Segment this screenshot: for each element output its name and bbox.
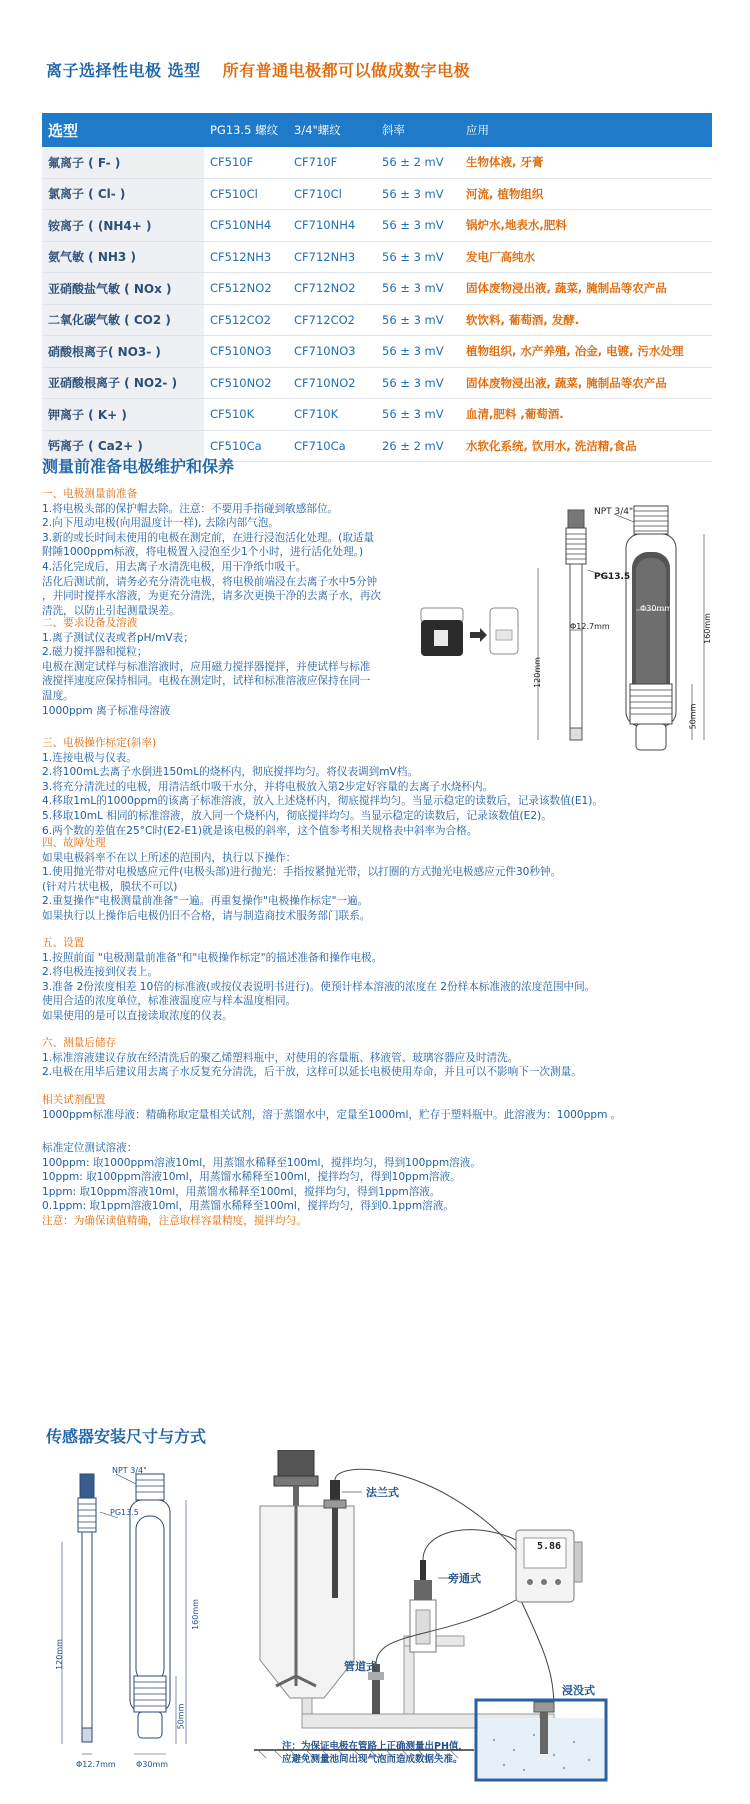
install-d1-label: Φ12.7mm: [76, 1760, 116, 1769]
arrow-right-icon: [470, 628, 487, 642]
table-row: [42, 273, 712, 305]
cap-removal-illustration: [420, 606, 520, 660]
cell-application: 固体废物浸出液, 蔬菜, 腌制品等农产品: [460, 367, 712, 399]
cell-npt: CF712NO2: [288, 273, 376, 305]
table-row: [42, 147, 712, 178]
section-calibration-line: 3.将充分清洗过的电极，用清洁纸巾吸干水分，并将电极放入第2步定好容量的去离子水烧杯内。: [42, 780, 494, 793]
cell-slope: 56 ± 2 mV: [376, 147, 460, 178]
cell-npt: CF710Cl: [288, 178, 376, 210]
cell-slope: 56 ± 3 mV: [376, 336, 460, 368]
section-equipment-line: 液搅拌速度应保持相同。电极在测定时，试样和标准溶液应保持在同一: [42, 675, 371, 688]
section-reagent-line: 1000ppm标准母液：精确称取定量相关试剂，溶于蒸馏水中，定量至1000ml，贮存于塑料瓶中。此溶液为：1000ppm 。: [42, 1108, 622, 1121]
section-reagent: [42, 1093, 621, 1122]
cell-slope: 56 ± 3 mV: [376, 273, 460, 305]
cell-npt: CF712CO2: [288, 304, 376, 336]
bypass-label: 旁通式: [448, 1572, 481, 1585]
cell-application: 发电厂高纯水: [460, 241, 712, 273]
cell-model: 氯离子 ( Cl- ): [42, 178, 204, 210]
install-npt-label: NPT 3/4": [112, 1466, 147, 1475]
cell-npt: CF710NH4: [288, 210, 376, 242]
standard-line: 0.1ppm: 取1ppm溶液10ml，用蒸馏水稀释至100ml，搅拌均匀，得到0.1ppm溶液。: [42, 1200, 454, 1213]
cell-model: 氟离子 ( F- ): [42, 147, 204, 178]
cell-model: 钾离子 ( K+ ): [42, 399, 204, 431]
col-header-slope: 斜率: [376, 113, 460, 147]
section-equipment-heading: 二、要求设备及溶液: [42, 617, 138, 629]
diagram-d2-label: Φ30mm: [640, 604, 673, 613]
section-equipment-line: 温度。: [42, 689, 74, 702]
pipe-label: 管道式: [344, 1660, 377, 1673]
install-len2-label: 160mm: [190, 1599, 200, 1630]
cell-pg: CF512NH3: [204, 241, 288, 273]
section-troubleshoot-line: 如果电极斜率不在以上所述的范围内，执行以下操作：: [42, 851, 297, 864]
cell-model: 亚硝酸根离子 ( NO2- ): [42, 367, 204, 399]
section-calibration-line: 1.连接电极与仪表。: [42, 751, 137, 764]
section-equipment-line: 2.磁力搅拌器和搅粒；: [42, 646, 148, 659]
cell-slope: 56 ± 3 mV: [376, 367, 460, 399]
section-prep-line: 清洗，以防止引起测量误差。: [42, 604, 180, 617]
col-header-application: 应用: [460, 113, 712, 147]
cell-model: 钙离子 ( Ca2+ ): [42, 430, 204, 462]
section-prep-line: 3.新的或长时间未使用的电极在测定前，在进行浸泡活化处理。(取适量: [42, 531, 375, 544]
cell-pg: CF512NO2: [204, 273, 288, 305]
section-setup-line: 1.按照前面 "电极测量前准备"和"电极操作标定"的描述准备和操作电极。: [42, 951, 383, 964]
col-header-pg: PG13.5 螺纹: [204, 113, 288, 147]
section-prep-line: ，并同时搅拌水溶液，为更充分清洗，请多次更换干净的去离子水，再次: [42, 590, 381, 603]
section-prep-line: 活化后测试前，请务必充分清洗电极，将电极前端浸在去离子水中5分钟: [42, 575, 378, 588]
section-prep-line: 附陲1000ppm标液，将电极置入浸泡至少1个小时，进行活化处理。): [42, 546, 364, 559]
cell-pg: CF510Ca: [204, 430, 288, 462]
cell-application: 植物组织, 水产养殖, 冶金, 电镀, 污水处理: [460, 336, 712, 368]
cell-model: 二氧化碳气敏 ( CO2 ): [42, 304, 204, 336]
section-setup-line: 如果使用的是可以直接读取浓度的仪表。: [42, 1009, 233, 1022]
standard-note: 注意：为确保读值精确，注意取样容量精度，搅拌均匀。: [42, 1214, 307, 1227]
standard-line: 1ppm: 取10ppm溶液10ml，用蒸馏水稀释至100ml，搅拌均匀，得到1ppm溶液。: [42, 1185, 441, 1198]
cell-model: 铵离子 ( (NH4+ ): [42, 210, 204, 242]
section-setup-line: 2.将电极连接到仪表上。: [42, 966, 159, 979]
immersion-label: 浸没式: [562, 1684, 595, 1697]
section-calibration-line: 4.移取1mL的1000ppm的该离子标准溶液，放入上述烧杯内，彻底搅拌均匀。当显示稳定的读数后，记录该数值(E1)。: [42, 795, 604, 808]
standard-line: 100ppm: 取1000ppm溶液10ml，用蒸馏水稀释至100ml，搅拌均匀，得到100ppm溶液。: [42, 1156, 481, 1169]
cell-pg: CF510NH4: [204, 210, 288, 242]
cell-pg: CF510NO2: [204, 367, 288, 399]
cell-npt: CF710Ca: [288, 430, 376, 462]
standard-line: 标准定位测试溶液：: [42, 1142, 138, 1154]
section-prep-line: 4.活化完成后，用去离子水清洗电极，用干净纸巾吸干。: [42, 560, 307, 573]
cell-slope: 56 ± 3 mV: [376, 210, 460, 242]
standard-line: 10ppm: 取100ppm溶液10ml，用蒸馏水稀释至100ml，搅拌均匀，得到10ppm溶液。: [42, 1171, 461, 1184]
cell-npt: CF710NO2: [288, 367, 376, 399]
selection-table: [42, 113, 712, 462]
section-reagent-heading: 相关试剂配置: [42, 1094, 106, 1106]
section-troubleshoot: [42, 836, 561, 924]
section-storage-heading: 六、测量后储存: [42, 1037, 117, 1049]
section-prep-line: 1.将电极头部的保护帽去除。注意：不要用手指碰到敏感部位。: [42, 502, 339, 515]
section-troubleshoot-line: 如果执行以上操作后电极仍旧不合格，请与制造商技术服务部门联系。: [42, 909, 371, 922]
cell-slope: 26 ± 2 mV: [376, 430, 460, 462]
cell-npt: CF712NH3: [288, 241, 376, 273]
section-calibration-heading: 三、电极操作标定(斜率): [42, 737, 157, 749]
cell-slope: 56 ± 3 mV: [376, 241, 460, 273]
cell-pg: CF510NO3: [204, 336, 288, 368]
col-header-model: 选型: [42, 113, 204, 147]
cell-application: 固体废物浸出液, 蔬菜, 腌制品等农产品: [460, 273, 712, 305]
diagram-d1-label: Φ12.7mm: [570, 622, 610, 631]
diagram-npt-label: NPT 3/4": [594, 507, 634, 517]
col-header-npt: 3/4"螺纹: [288, 113, 376, 147]
title-subtitle: 所有普通电极都可以做成数字电极: [222, 61, 471, 80]
cell-application: 河流, 植物组织: [460, 178, 712, 210]
section-prep-heading: 一、电极测量前准备: [42, 488, 138, 500]
cell-slope: 56 ± 3 mV: [376, 399, 460, 431]
section-calibration-line: 5.移取10mL 相同的标准溶液，放入同一个烧杯内，彻底搅拌均匀。当显示稳定的读数后，记录该数值(E2)。: [42, 809, 552, 822]
cell-application: 锅炉水,地表水,肥料: [460, 210, 712, 242]
section-troubleshoot-line: 1.使用抛光带对电极感应元件(电极头部)进行抛光：手指按紧抛光带，以打圈的方式抛光电极感应元件30秒钟。: [42, 866, 562, 879]
section-setup: [42, 936, 595, 1024]
cell-npt: CF710NO3: [288, 336, 376, 368]
table-row: [42, 241, 712, 273]
cell-pg: CF510K: [204, 399, 288, 431]
cell-npt: CF710K: [288, 399, 376, 431]
install-note-line: 应避免测量池间出现气泡而造成数据失准。: [282, 1754, 463, 1765]
diagram-len1-label: 120mm: [532, 657, 542, 688]
diagram-pg-label: PG13.5: [594, 572, 631, 582]
install-pg-label: PG13.5: [110, 1508, 139, 1517]
cell-slope: 56 ± 3 mV: [376, 178, 460, 210]
section-troubleshoot-line: (针对片状电极，膜状不可以): [42, 880, 178, 893]
section-standard-solution: [42, 1141, 481, 1229]
section-equipment-line: 1000ppm 离子标准母溶液: [42, 704, 171, 717]
table-row: [42, 399, 712, 431]
section-setup-heading: 五、设置: [42, 937, 85, 949]
section-prep: [42, 487, 381, 618]
cell-model: 硝酸根离子( NO3- ): [42, 336, 204, 368]
cell-pg: CF510F: [204, 147, 288, 178]
table-row: [42, 210, 712, 242]
table-header-row: [42, 113, 712, 147]
section-equipment-line: 1.离子测试仪表或者pH/mV表；: [42, 631, 194, 644]
section-troubleshoot-heading: 四、故障处理: [42, 837, 106, 849]
section-troubleshoot-line: 2.重复操作"电极测量前准备"一遍。再重复操作"电极操作标定"一遍。: [42, 895, 369, 908]
section-storage-line: 2.电极在用毕后建议用去离子水反复充分清洗，后干放，这样可以延长电极使用寿命，并且可以不影响下一次测量。: [42, 1066, 582, 1079]
section-setup-line: 使用合适的浓度单位，标准液温度应与样本温度相同。: [42, 995, 297, 1008]
section-calibration-line: 2.将100mL去离子水倒进150mL的烧杯内，彻底搅拌均匀。将仪表调到mV档。: [42, 766, 418, 779]
cell-application: 水软化系统, 饮用水, 洗洁精,食品: [460, 430, 712, 462]
cell-slope: 56 ± 3 mV: [376, 304, 460, 336]
cell-application: 血清,肥料 ,葡萄酒.: [460, 399, 712, 431]
table-row: [42, 336, 712, 368]
install-methods-diagram: [254, 1450, 714, 1786]
table-row: [42, 304, 712, 336]
install-note: [282, 1740, 468, 1766]
section-calibration-line: 6.两个数的差值在25°C时(E2-E1)就是该电极的斜率，这个值参考相关规格表中斜率为合格。: [42, 824, 478, 837]
cell-model: 亚硝酸盐气敏 ( NOx ): [42, 273, 204, 305]
maintenance-title: 测量前准备电极维护和保养: [42, 457, 235, 476]
install-title: 传感器安装尺寸与方式: [46, 1427, 207, 1446]
table-row: [42, 178, 712, 210]
cell-model: 氨气敏 ( NH3 ): [42, 241, 204, 273]
install-len1-label: 120mm: [54, 1639, 64, 1670]
install-len3-label: 50mm: [176, 1703, 186, 1730]
section-storage: [42, 1036, 582, 1080]
table-row: [42, 367, 712, 399]
install-d2-label: Φ30mm: [136, 1760, 169, 1769]
meter-reading: 5.86: [536, 1541, 562, 1552]
install-note-line: 注：为保证电极在管路上正确测量出PH值，: [282, 1741, 468, 1752]
title-main: 离子选择性电极 选型: [46, 61, 201, 80]
section-storage-line: 1.标准溶液建议存放在经清洗后的聚乙烯塑料瓶中，对使用的容量瓶、移液管、玻璃容器应及时清洗。: [42, 1051, 519, 1064]
cell-application: 生物体液, 牙膏: [460, 147, 712, 178]
section-calibration: [42, 736, 603, 838]
cell-application: 软饮料, 葡萄酒, 发酵.: [460, 304, 712, 336]
section-equipment-line: 电极在测定试样与标准溶液时，应用磁力搅拌器搅拌，并使试样与标准: [42, 660, 371, 673]
section-prep-line: 2.向下甩动电极(向用温度计一样), 去除内部气泡。: [42, 517, 279, 530]
cell-npt: CF710F: [288, 147, 376, 178]
cell-pg: CF512CO2: [204, 304, 288, 336]
flange-label: 法兰式: [366, 1486, 399, 1499]
section-setup-line: 3.准备 2份浓度相差 10倍的标准液(或按仪表说明书进行)。使预计样本溶液的浓度在 2份样本标准液的浓度范围中间。: [42, 980, 596, 993]
cell-pg: CF510Cl: [204, 178, 288, 210]
diagram-len3-label: 50mm: [688, 703, 698, 730]
page-title: [46, 58, 470, 81]
diagram-len2-label: 160mm: [702, 613, 712, 644]
section-equipment: [42, 616, 370, 718]
